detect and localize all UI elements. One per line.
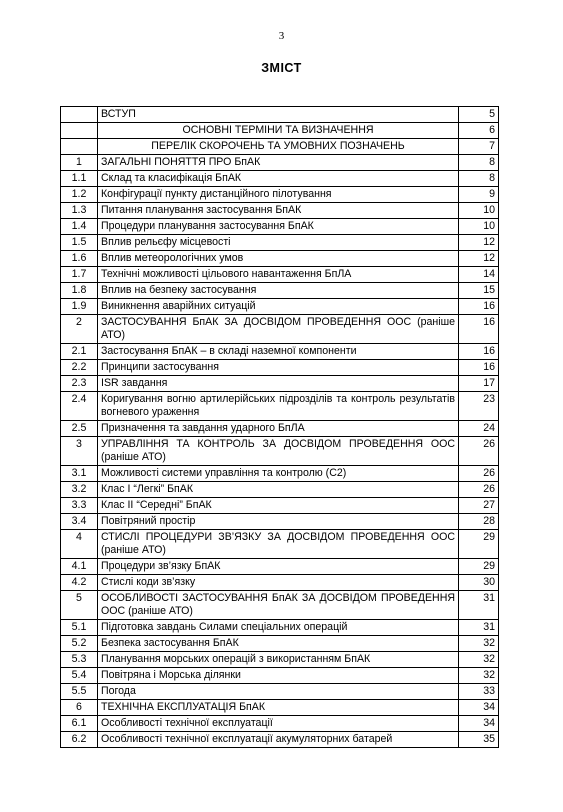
toc-row: [61, 376, 499, 392]
toc-row: [61, 155, 499, 171]
toc-section-number: 3.1: [61, 466, 98, 482]
toc-section-number: 5: [61, 591, 98, 620]
toc-section-number: 3: [61, 437, 98, 466]
toc-row: [61, 652, 499, 668]
toc-section-number: 1.5: [61, 235, 98, 251]
toc-section-number: 3.4: [61, 514, 98, 530]
toc-section-title: Вплив метеорологічних умов: [98, 251, 459, 267]
toc-section-title: ПЕРЕЛІК СКОРОЧЕНЬ ТА УМОВНИХ ПОЗНАЧЕНЬ: [98, 139, 459, 155]
toc-page-number: 32: [459, 652, 499, 668]
toc-row: [61, 235, 499, 251]
toc-row: [61, 392, 499, 421]
toc-section-title: Планування морських операцій з використанням БпАК: [98, 652, 459, 668]
toc-section-number: 5.4: [61, 668, 98, 684]
toc-row: [61, 267, 499, 283]
toc-row: [61, 732, 499, 748]
toc-section-number: 5.5: [61, 684, 98, 700]
toc-section-title: Можливості системи управління та контролю (С2): [98, 466, 459, 482]
toc-row: [61, 251, 499, 267]
toc-page-number: 26: [459, 466, 499, 482]
toc-page-number: 32: [459, 636, 499, 652]
toc-page-number: 24: [459, 421, 499, 437]
toc-row: [61, 668, 499, 684]
toc-row: [61, 684, 499, 700]
toc-row: [61, 219, 499, 235]
toc-row: [61, 203, 499, 219]
toc-page-number: 16: [459, 344, 499, 360]
toc-row: [61, 466, 499, 482]
toc-section-title: Склад та класифікація БпАК: [98, 171, 459, 187]
toc-section-title: Клас ІІ “Середні” БпАК: [98, 498, 459, 514]
toc-page-number: 26: [459, 482, 499, 498]
toc-section-title: Вплив рельєфу місцевості: [98, 235, 459, 251]
toc-section-number: [61, 123, 98, 139]
toc-section-number: [61, 139, 98, 155]
toc-page-number: 29: [459, 530, 499, 559]
toc-row: [61, 591, 499, 620]
toc-section-number: 2.2: [61, 360, 98, 376]
toc-body: [61, 107, 499, 748]
toc-section-title: Процедури зв’язку БпАК: [98, 559, 459, 575]
toc-page-number: 32: [459, 668, 499, 684]
toc-page-number: 16: [459, 360, 499, 376]
toc-row: [61, 530, 499, 559]
toc-row: [61, 315, 499, 344]
toc-section-title: Повітряний простір: [98, 514, 459, 530]
toc-section-number: 2.4: [61, 392, 98, 421]
toc-section-number: 4.2: [61, 575, 98, 591]
toc-row: [61, 636, 499, 652]
toc-section-number: 1.1: [61, 171, 98, 187]
toc-page-number: 5: [459, 107, 499, 123]
toc-section-title: Підготовка завдань Силами спеціальних операцій: [98, 620, 459, 636]
toc-page-number: 10: [459, 219, 499, 235]
toc-page-number: 23: [459, 392, 499, 421]
toc-row: [61, 139, 499, 155]
toc-section-number: 5.1: [61, 620, 98, 636]
toc-section-title: ТЕХНІЧНА ЕКСПЛУАТАЦІЯ БпАК: [98, 700, 459, 716]
toc-row: [61, 421, 499, 437]
toc-section-number: [61, 107, 98, 123]
toc-section-number: 6: [61, 700, 98, 716]
toc-page-number: 27: [459, 498, 499, 514]
toc-section-number: 1.8: [61, 283, 98, 299]
toc-page-number: 35: [459, 732, 499, 748]
toc-row: [61, 360, 499, 376]
toc-page-number: 30: [459, 575, 499, 591]
toc-page-number: 7: [459, 139, 499, 155]
toc-page-number: 26: [459, 437, 499, 466]
toc-section-number: 1.3: [61, 203, 98, 219]
toc-section-number: 1.9: [61, 299, 98, 315]
toc-section-number: 2.5: [61, 421, 98, 437]
toc-page-number: 14: [459, 267, 499, 283]
toc-page-number: 6: [459, 123, 499, 139]
toc-page-number: 10: [459, 203, 499, 219]
toc-page-number: 28: [459, 514, 499, 530]
toc-section-number: 5.2: [61, 636, 98, 652]
toc-row: [61, 559, 499, 575]
toc-section-title: СТИСЛІ ПРОЦЕДУРИ ЗВ’ЯЗКУ ЗА ДОСВІДОМ ПРОВЕДЕННЯ ООС (раніше АТО): [98, 530, 459, 559]
toc-row: [61, 700, 499, 716]
toc-section-title: Застосування БпАК – в складі наземної компоненти: [98, 344, 459, 360]
toc-page-number: 12: [459, 251, 499, 267]
toc-page-number: 33: [459, 684, 499, 700]
toc-page-number: 8: [459, 171, 499, 187]
toc-page-number: 34: [459, 700, 499, 716]
toc-row: [61, 437, 499, 466]
toc-page-number: 31: [459, 591, 499, 620]
toc-section-title: Повітряна і Морська ділянки: [98, 668, 459, 684]
toc-row: [61, 514, 499, 530]
toc-section-number: 3.3: [61, 498, 98, 514]
toc-section-title: Процедури планування застосування БпАК: [98, 219, 459, 235]
toc-section-title: УПРАВЛІННЯ ТА КОНТРОЛЬ ЗА ДОСВІДОМ ПРОВЕДЕННЯ ООС (раніше АТО): [98, 437, 459, 466]
toc-section-title: ОСНОВНІ ТЕРМІНИ ТА ВИЗНАЧЕННЯ: [98, 123, 459, 139]
toc-section-title: Виникнення аварійних ситуацій: [98, 299, 459, 315]
toc-row: [61, 283, 499, 299]
toc-section-title: Питання планування застосування БпАК: [98, 203, 459, 219]
toc-section-number: 6.2: [61, 732, 98, 748]
toc-section-title: ВСТУП: [98, 107, 459, 123]
toc-row: [61, 107, 499, 123]
toc-page-number: 15: [459, 283, 499, 299]
toc-section-title: Особливості технічної експлуатації акумуляторних батарей: [98, 732, 459, 748]
toc-page-number: 34: [459, 716, 499, 732]
toc-section-number: 2.3: [61, 376, 98, 392]
toc-section-number: 4: [61, 530, 98, 559]
toc-section-number: 2: [61, 315, 98, 344]
toc-page-number: 12: [459, 235, 499, 251]
toc-section-number: 4.1: [61, 559, 98, 575]
toc-section-title: Стислі коди зв’язку: [98, 575, 459, 591]
toc-section-title: Технічні можливості цільового навантаження БпЛА: [98, 267, 459, 283]
toc-section-number: 1.6: [61, 251, 98, 267]
toc-row: [61, 482, 499, 498]
toc-section-title: Вплив на безпеку застосування: [98, 283, 459, 299]
toc-section-title: Клас І “Легкі” БпАК: [98, 482, 459, 498]
toc-section-title: Призначення та завдання ударного БпЛА: [98, 421, 459, 437]
toc-row: [61, 299, 499, 315]
toc-row: [61, 620, 499, 636]
toc-section-number: 3.2: [61, 482, 98, 498]
toc-page-number: 8: [459, 155, 499, 171]
toc-row: [61, 716, 499, 732]
toc-row: [61, 187, 499, 203]
toc-section-title: Конфігурації пункту дистанційного пілотування: [98, 187, 459, 203]
toc-page-number: 16: [459, 315, 499, 344]
toc-page-number: 17: [459, 376, 499, 392]
toc-row: [61, 575, 499, 591]
toc-section-title: Коригування вогню артилерійських підрозділів та контроль результатів вогневого ураження: [98, 392, 459, 421]
toc-page-number: 29: [459, 559, 499, 575]
toc-section-number: 1.7: [61, 267, 98, 283]
toc-section-title: ЗАСТОСУВАННЯ БпАК ЗА ДОСВІДОМ ПРОВЕДЕННЯ ООС (раніше АТО): [98, 315, 459, 344]
toc-section-title: Безпека застосування БпАК: [98, 636, 459, 652]
table-of-contents: [60, 106, 499, 748]
toc-page-number: 9: [459, 187, 499, 203]
toc-row: [61, 171, 499, 187]
toc-section-title: Погода: [98, 684, 459, 700]
toc-section-number: 5.3: [61, 652, 98, 668]
toc-section-number: 6.1: [61, 716, 98, 732]
toc-section-number: 1: [61, 155, 98, 171]
toc-section-title: ISR завдання: [98, 376, 459, 392]
toc-section-title: ЗАГАЛЬНІ ПОНЯТТЯ ПРО БпАК: [98, 155, 459, 171]
page-number: 3: [278, 30, 285, 42]
page-title: ЗМІСТ: [261, 61, 302, 75]
toc-section-number: 1.2: [61, 187, 98, 203]
toc-page-number: 16: [459, 299, 499, 315]
toc-row: [61, 498, 499, 514]
toc-section-number: 2.1: [61, 344, 98, 360]
toc-row: [61, 344, 499, 360]
toc-section-title: ОСОБЛИВОСТІ ЗАСТОСУВАННЯ БпАК ЗА ДОСВІДОМ ПРОВЕДЕННЯ ООС (раніше АТО): [98, 591, 459, 620]
toc-section-number: 1.4: [61, 219, 98, 235]
toc-page-number: 31: [459, 620, 499, 636]
toc-row: [61, 123, 499, 139]
toc-section-title: Принципи застосування: [98, 360, 459, 376]
toc-section-title: Особливості технічної експлуатації: [98, 716, 459, 732]
